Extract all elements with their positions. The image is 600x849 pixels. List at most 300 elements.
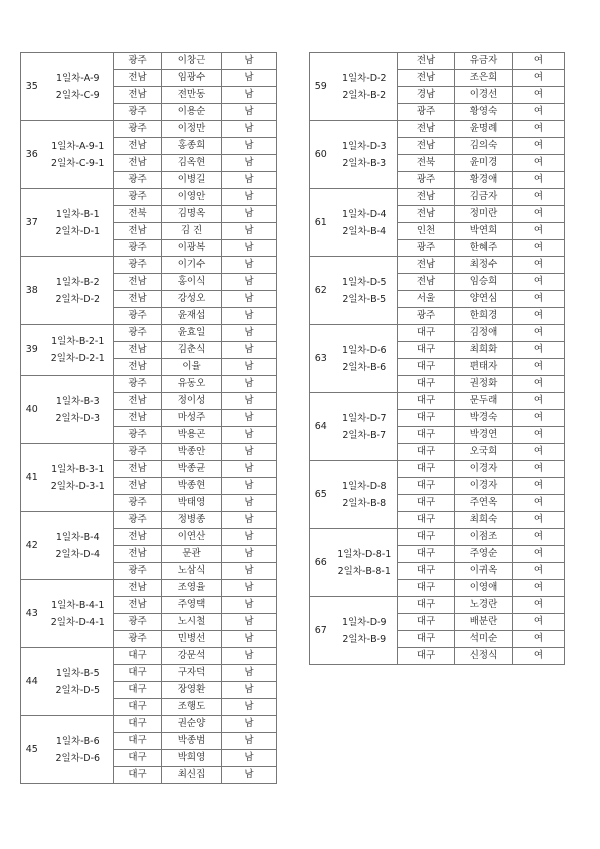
name-cell: 박종현 bbox=[162, 478, 222, 495]
gender-cell: 여 bbox=[513, 206, 565, 223]
gender-cell: 여 bbox=[513, 495, 565, 512]
region-cell: 전남 bbox=[114, 223, 162, 240]
region-cell: 광주 bbox=[114, 614, 162, 631]
region-cell: 광주 bbox=[114, 444, 162, 461]
schedule-code-line: 1일차-B-2-1 bbox=[51, 336, 105, 347]
region-cell: 대구 bbox=[398, 614, 455, 631]
name-cell: 이창근 bbox=[162, 53, 222, 70]
region-cell: 전남 bbox=[398, 274, 455, 291]
schedule-code bbox=[332, 529, 398, 597]
region-cell: 광주 bbox=[114, 325, 162, 342]
gender-cell: 여 bbox=[513, 274, 565, 291]
gender-cell: 여 bbox=[513, 70, 565, 87]
name-cell: 박태영 bbox=[162, 495, 222, 512]
gender-cell: 남 bbox=[222, 750, 277, 767]
schedule-code-line: 1일차-B-1 bbox=[55, 208, 100, 220]
name-cell: 이용순 bbox=[162, 104, 222, 121]
schedule-code bbox=[43, 512, 114, 580]
schedule-code bbox=[43, 376, 114, 444]
group-number: 38 bbox=[21, 257, 43, 325]
name-cell: 조행도 bbox=[162, 699, 222, 716]
schedule-code-line: 1일차-B-3 bbox=[55, 395, 100, 407]
name-cell: 이경자 bbox=[455, 478, 513, 495]
schedule-code-line: 1일차-A-9-1 bbox=[51, 140, 105, 152]
gender-cell: 여 bbox=[513, 478, 565, 495]
region-cell: 광주 bbox=[114, 427, 162, 444]
table-row bbox=[21, 325, 277, 342]
region-cell: 대구 bbox=[114, 665, 162, 682]
name-cell: 윤명례 bbox=[455, 121, 513, 138]
table-row bbox=[310, 325, 565, 342]
name-cell: 김금자 bbox=[455, 189, 513, 206]
region-cell: 전남 bbox=[114, 410, 162, 427]
name-cell: 최희화 bbox=[455, 342, 513, 359]
gender-cell: 남 bbox=[222, 580, 277, 597]
name-cell: 최정수 bbox=[455, 257, 513, 274]
gender-cell: 여 bbox=[513, 308, 565, 325]
region-cell: 대구 bbox=[398, 512, 455, 529]
schedule-code-line: 2일차-D-6 bbox=[55, 752, 101, 764]
gender-cell: 남 bbox=[222, 478, 277, 495]
gender-cell: 남 bbox=[222, 529, 277, 546]
gender-cell: 남 bbox=[222, 563, 277, 580]
region-cell: 전북 bbox=[398, 155, 455, 172]
region-cell: 대구 bbox=[398, 410, 455, 427]
region-cell: 광주 bbox=[114, 563, 162, 580]
schedule-code-line: 2일차-B-6 bbox=[342, 361, 387, 373]
name-cell: 김명옥 bbox=[162, 206, 222, 223]
schedule-code-line: 2일차-D-2-1 bbox=[50, 353, 105, 364]
name-cell: 윤효일 bbox=[162, 325, 222, 342]
region-cell: 전남 bbox=[398, 206, 455, 223]
schedule-code-line: 1일차-D-7 bbox=[341, 412, 387, 424]
table-row bbox=[310, 189, 565, 206]
group-number: 59 bbox=[310, 53, 332, 121]
name-cell: 윤재섭 bbox=[162, 308, 222, 325]
group-number: 36 bbox=[21, 121, 43, 189]
table-row bbox=[21, 257, 277, 274]
gender-cell: 여 bbox=[513, 512, 565, 529]
gender-cell: 여 bbox=[513, 410, 565, 427]
region-cell: 광주 bbox=[114, 512, 162, 529]
name-cell: 정미란 bbox=[455, 206, 513, 223]
name-cell: 윤미경 bbox=[455, 155, 513, 172]
region-cell: 대구 bbox=[398, 648, 455, 665]
region-cell: 대구 bbox=[114, 716, 162, 733]
gender-cell: 남 bbox=[222, 682, 277, 699]
schedule-code-line: 1일차-B-2 bbox=[55, 276, 100, 288]
gender-cell: 남 bbox=[222, 716, 277, 733]
region-cell: 광주 bbox=[398, 308, 455, 325]
gender-cell: 남 bbox=[222, 359, 277, 376]
name-cell: 오국희 bbox=[455, 444, 513, 461]
region-cell: 전남 bbox=[114, 478, 162, 495]
region-cell: 광주 bbox=[114, 189, 162, 206]
name-cell: 민병선 bbox=[162, 631, 222, 648]
name-cell: 이광복 bbox=[162, 240, 222, 257]
gender-cell: 여 bbox=[513, 189, 565, 206]
schedule-code-line: 1일차-B-6 bbox=[55, 735, 100, 747]
region-cell: 대구 bbox=[398, 342, 455, 359]
name-cell: 주영택 bbox=[162, 597, 222, 614]
region-cell: 대구 bbox=[398, 359, 455, 376]
schedule-code-line: 2일차-D-3 bbox=[55, 412, 101, 424]
schedule-code-line: 2일차-D-3-1 bbox=[50, 480, 105, 492]
name-cell: 노삼식 bbox=[162, 563, 222, 580]
schedule-code bbox=[332, 325, 398, 393]
gender-cell: 여 bbox=[513, 172, 565, 189]
gender-cell: 남 bbox=[222, 665, 277, 682]
table-row bbox=[310, 257, 565, 274]
group-number: 35 bbox=[21, 53, 43, 121]
region-cell: 광주 bbox=[114, 53, 162, 70]
gender-cell: 여 bbox=[513, 291, 565, 308]
name-cell: 김춘식 bbox=[162, 342, 222, 359]
name-cell: 유동오 bbox=[162, 376, 222, 393]
schedule-code bbox=[43, 189, 114, 257]
gender-cell: 남 bbox=[222, 223, 277, 240]
table-row bbox=[21, 376, 277, 393]
gender-cell: 남 bbox=[222, 70, 277, 87]
gender-cell: 남 bbox=[222, 172, 277, 189]
schedule-code bbox=[332, 257, 398, 325]
gender-cell: 남 bbox=[222, 444, 277, 461]
name-cell: 이영안 bbox=[162, 189, 222, 206]
gender-cell: 남 bbox=[222, 325, 277, 342]
schedule-code-line: 2일차-B-8 bbox=[342, 497, 387, 509]
group-number: 37 bbox=[21, 189, 43, 257]
gender-cell: 여 bbox=[513, 563, 565, 580]
schedule-code-line: 2일차-B-4 bbox=[342, 225, 387, 237]
region-cell: 대구 bbox=[398, 444, 455, 461]
region-cell: 대구 bbox=[398, 461, 455, 478]
gender-cell: 여 bbox=[513, 325, 565, 342]
name-cell: 임승희 bbox=[455, 274, 513, 291]
gender-cell: 남 bbox=[222, 240, 277, 257]
gender-cell: 여 bbox=[513, 427, 565, 444]
gender-cell: 여 bbox=[513, 580, 565, 597]
schedule-code-line: 1일차-B-3-1 bbox=[51, 463, 105, 475]
region-cell: 전남 bbox=[398, 138, 455, 155]
roster-table-left bbox=[20, 52, 277, 784]
gender-cell: 여 bbox=[513, 87, 565, 104]
region-cell: 광주 bbox=[398, 104, 455, 121]
name-cell: 구자덕 bbox=[162, 665, 222, 682]
gender-cell: 남 bbox=[222, 189, 277, 206]
schedule-code-line: 2일차-B-8-1 bbox=[337, 565, 391, 577]
name-cell: 전만동 bbox=[162, 87, 222, 104]
name-cell: 박연희 bbox=[455, 223, 513, 240]
schedule-code-line: 2일차-D-2 bbox=[55, 293, 101, 305]
region-cell: 전남 bbox=[114, 393, 162, 410]
schedule-code-line: 2일차-B-5 bbox=[342, 293, 387, 305]
table-row bbox=[21, 53, 277, 70]
region-cell: 전남 bbox=[114, 291, 162, 308]
group-number: 39 bbox=[21, 325, 43, 376]
group-number: 42 bbox=[21, 512, 43, 580]
gender-cell: 남 bbox=[222, 512, 277, 529]
gender-cell: 남 bbox=[222, 342, 277, 359]
gender-cell: 여 bbox=[513, 104, 565, 121]
name-cell: 김 진 bbox=[162, 223, 222, 240]
group-number: 41 bbox=[21, 444, 43, 512]
group-number: 61 bbox=[310, 189, 332, 257]
name-cell: 주영순 bbox=[455, 546, 513, 563]
schedule-code-line: 1일차-D-3 bbox=[341, 140, 387, 152]
name-cell: 강성오 bbox=[162, 291, 222, 308]
gender-cell: 남 bbox=[222, 461, 277, 478]
gender-cell: 여 bbox=[513, 342, 565, 359]
schedule-code-line: 1일차-D-8 bbox=[341, 480, 387, 492]
name-cell: 이병길 bbox=[162, 172, 222, 189]
gender-cell: 남 bbox=[222, 495, 277, 512]
name-cell: 황경애 bbox=[455, 172, 513, 189]
name-cell: 조영율 bbox=[162, 580, 222, 597]
name-cell: 이정만 bbox=[162, 121, 222, 138]
schedule-code bbox=[332, 461, 398, 529]
gender-cell: 남 bbox=[222, 53, 277, 70]
table-row bbox=[310, 529, 565, 546]
gender-cell: 여 bbox=[513, 393, 565, 410]
region-cell: 전남 bbox=[114, 597, 162, 614]
group-number: 63 bbox=[310, 325, 332, 393]
gender-cell: 여 bbox=[513, 529, 565, 546]
gender-cell: 남 bbox=[222, 699, 277, 716]
name-cell: 마성주 bbox=[162, 410, 222, 427]
region-cell: 광주 bbox=[114, 257, 162, 274]
schedule-code-line: 2일차-D-5 bbox=[55, 684, 101, 696]
name-cell: 편태자 bbox=[455, 359, 513, 376]
table-row bbox=[310, 461, 565, 478]
region-cell: 전남 bbox=[398, 189, 455, 206]
region-cell: 전남 bbox=[114, 580, 162, 597]
gender-cell: 남 bbox=[222, 546, 277, 563]
gender-cell: 여 bbox=[513, 631, 565, 648]
gender-cell: 여 bbox=[513, 597, 565, 614]
region-cell: 전남 bbox=[398, 121, 455, 138]
gender-cell: 남 bbox=[222, 257, 277, 274]
schedule-code-line: 1일차-D-4 bbox=[341, 208, 387, 220]
gender-cell: 남 bbox=[222, 155, 277, 172]
name-cell: 박종범 bbox=[162, 733, 222, 750]
gender-cell: 여 bbox=[513, 121, 565, 138]
group-number: 65 bbox=[310, 461, 332, 529]
region-cell: 대구 bbox=[114, 767, 162, 784]
gender-cell: 여 bbox=[513, 240, 565, 257]
schedule-code-line: 2일차-D-4 bbox=[55, 548, 101, 560]
gender-cell: 남 bbox=[222, 631, 277, 648]
region-cell: 전남 bbox=[398, 70, 455, 87]
schedule-code-line: 1일차-D-8-1 bbox=[337, 548, 392, 560]
region-cell: 전남 bbox=[114, 70, 162, 87]
name-cell: 장영환 bbox=[162, 682, 222, 699]
region-cell: 대구 bbox=[398, 546, 455, 563]
name-cell: 박희영 bbox=[162, 750, 222, 767]
schedule-code-line: 2일차-B-3 bbox=[342, 157, 387, 169]
gender-cell: 남 bbox=[222, 410, 277, 427]
schedule-code bbox=[332, 189, 398, 257]
schedule-code bbox=[332, 597, 398, 665]
region-cell: 대구 bbox=[114, 699, 162, 716]
gender-cell: 남 bbox=[222, 427, 277, 444]
table-row bbox=[21, 189, 277, 206]
gender-cell: 남 bbox=[222, 376, 277, 393]
region-cell: 광주 bbox=[114, 308, 162, 325]
region-cell: 전남 bbox=[114, 359, 162, 376]
name-cell: 김의숙 bbox=[455, 138, 513, 155]
name-cell: 이점조 bbox=[455, 529, 513, 546]
name-cell: 김옥현 bbox=[162, 155, 222, 172]
schedule-code-line: 2일차-C-9 bbox=[55, 89, 100, 101]
name-cell: 양연심 bbox=[455, 291, 513, 308]
table-row bbox=[310, 597, 565, 614]
name-cell: 박종안 bbox=[162, 444, 222, 461]
region-cell: 전남 bbox=[114, 546, 162, 563]
schedule-code bbox=[43, 121, 114, 189]
schedule-code-line: 2일차-C-9-1 bbox=[51, 157, 105, 169]
gender-cell: 여 bbox=[513, 53, 565, 70]
region-cell: 광주 bbox=[114, 376, 162, 393]
name-cell: 최신집 bbox=[162, 767, 222, 784]
schedule-code bbox=[43, 716, 114, 784]
region-cell: 전남 bbox=[114, 461, 162, 478]
gender-cell: 여 bbox=[513, 444, 565, 461]
region-cell: 대구 bbox=[114, 648, 162, 665]
group-number: 43 bbox=[21, 580, 43, 648]
gender-cell: 남 bbox=[222, 104, 277, 121]
gender-cell: 남 bbox=[222, 733, 277, 750]
name-cell: 정병종 bbox=[162, 512, 222, 529]
gender-cell: 여 bbox=[513, 376, 565, 393]
region-cell: 대구 bbox=[398, 376, 455, 393]
name-cell: 유금자 bbox=[455, 53, 513, 70]
table-row bbox=[310, 121, 565, 138]
table-row bbox=[21, 444, 277, 461]
region-cell: 경남 bbox=[398, 87, 455, 104]
group-number: 40 bbox=[21, 376, 43, 444]
gender-cell: 여 bbox=[513, 648, 565, 665]
region-cell: 대구 bbox=[114, 750, 162, 767]
name-cell: 최희숙 bbox=[455, 512, 513, 529]
schedule-code-line: 1일차-D-5 bbox=[341, 276, 387, 288]
name-cell: 홍종희 bbox=[162, 138, 222, 155]
name-cell: 이경선 bbox=[455, 87, 513, 104]
name-cell: 문두래 bbox=[455, 393, 513, 410]
table-row bbox=[21, 580, 277, 597]
region-cell: 대구 bbox=[114, 682, 162, 699]
name-cell: 이기수 bbox=[162, 257, 222, 274]
region-cell: 전남 bbox=[114, 155, 162, 172]
region-cell: 대구 bbox=[398, 597, 455, 614]
name-cell: 권순양 bbox=[162, 716, 222, 733]
region-cell: 전남 bbox=[398, 257, 455, 274]
table-row bbox=[21, 512, 277, 529]
schedule-code-line: 1일차-D-6 bbox=[341, 344, 387, 356]
region-cell: 전남 bbox=[114, 274, 162, 291]
table-row bbox=[21, 121, 277, 138]
schedule-code bbox=[43, 325, 114, 376]
gender-cell: 남 bbox=[222, 274, 277, 291]
region-cell: 인천 bbox=[398, 223, 455, 240]
group-number: 66 bbox=[310, 529, 332, 597]
schedule-code-line: 1일차-A-9 bbox=[55, 72, 100, 84]
gender-cell: 남 bbox=[222, 648, 277, 665]
region-cell: 광주 bbox=[114, 104, 162, 121]
name-cell: 조은희 bbox=[455, 70, 513, 87]
schedule-code bbox=[43, 444, 114, 512]
group-number: 44 bbox=[21, 648, 43, 716]
group-number: 64 bbox=[310, 393, 332, 461]
gender-cell: 여 bbox=[513, 223, 565, 240]
region-cell: 대구 bbox=[398, 478, 455, 495]
region-cell: 광주 bbox=[114, 172, 162, 189]
gender-cell: 여 bbox=[513, 138, 565, 155]
gender-cell: 남 bbox=[222, 87, 277, 104]
region-cell: 대구 bbox=[398, 580, 455, 597]
schedule-code-line: 1일차-B-5 bbox=[55, 667, 100, 679]
region-cell: 대구 bbox=[398, 563, 455, 580]
name-cell: 홍이식 bbox=[162, 274, 222, 291]
region-cell: 전남 bbox=[114, 529, 162, 546]
name-cell: 신정식 bbox=[455, 648, 513, 665]
gender-cell: 여 bbox=[513, 614, 565, 631]
schedule-code-line: 2일차-B-7 bbox=[342, 429, 387, 441]
name-cell: 이귀옥 bbox=[455, 563, 513, 580]
name-cell: 한혜주 bbox=[455, 240, 513, 257]
gender-cell: 남 bbox=[222, 393, 277, 410]
schedule-code bbox=[332, 121, 398, 189]
name-cell: 박경숙 bbox=[455, 410, 513, 427]
name-cell: 정이성 bbox=[162, 393, 222, 410]
gender-cell: 남 bbox=[222, 121, 277, 138]
schedule-code-line: 1일차-B-4 bbox=[55, 531, 100, 543]
name-cell: 이영애 bbox=[455, 580, 513, 597]
region-cell: 전북 bbox=[114, 206, 162, 223]
schedule-code bbox=[332, 393, 398, 461]
roster-table-right bbox=[309, 52, 565, 665]
name-cell: 이연산 bbox=[162, 529, 222, 546]
region-cell: 광주 bbox=[398, 172, 455, 189]
gender-cell: 남 bbox=[222, 614, 277, 631]
name-cell: 석미순 bbox=[455, 631, 513, 648]
schedule-code-line: 2일차-B-2 bbox=[342, 89, 387, 101]
region-cell: 대구 bbox=[398, 325, 455, 342]
schedule-code-line: 1일차-D-9 bbox=[341, 616, 387, 628]
schedule-code bbox=[43, 580, 114, 648]
gender-cell: 여 bbox=[513, 155, 565, 172]
schedule-code-line: 1일차-B-4-1 bbox=[51, 599, 105, 611]
region-cell: 전남 bbox=[398, 53, 455, 70]
table-row bbox=[310, 53, 565, 70]
region-cell: 대구 bbox=[398, 427, 455, 444]
gender-cell: 여 bbox=[513, 257, 565, 274]
name-cell: 권정화 bbox=[455, 376, 513, 393]
region-cell: 대구 bbox=[398, 393, 455, 410]
schedule-code-line: 2일차-D-1 bbox=[55, 225, 101, 237]
group-number: 60 bbox=[310, 121, 332, 189]
gender-cell: 여 bbox=[513, 359, 565, 376]
gender-cell: 남 bbox=[222, 597, 277, 614]
name-cell: 황영숙 bbox=[455, 104, 513, 121]
gender-cell: 남 bbox=[222, 308, 277, 325]
region-cell: 전남 bbox=[114, 87, 162, 104]
region-cell: 광주 bbox=[114, 495, 162, 512]
name-cell: 박용곤 bbox=[162, 427, 222, 444]
gender-cell: 여 bbox=[513, 461, 565, 478]
region-cell: 광주 bbox=[114, 240, 162, 257]
name-cell: 박경연 bbox=[455, 427, 513, 444]
region-cell: 대구 bbox=[114, 733, 162, 750]
